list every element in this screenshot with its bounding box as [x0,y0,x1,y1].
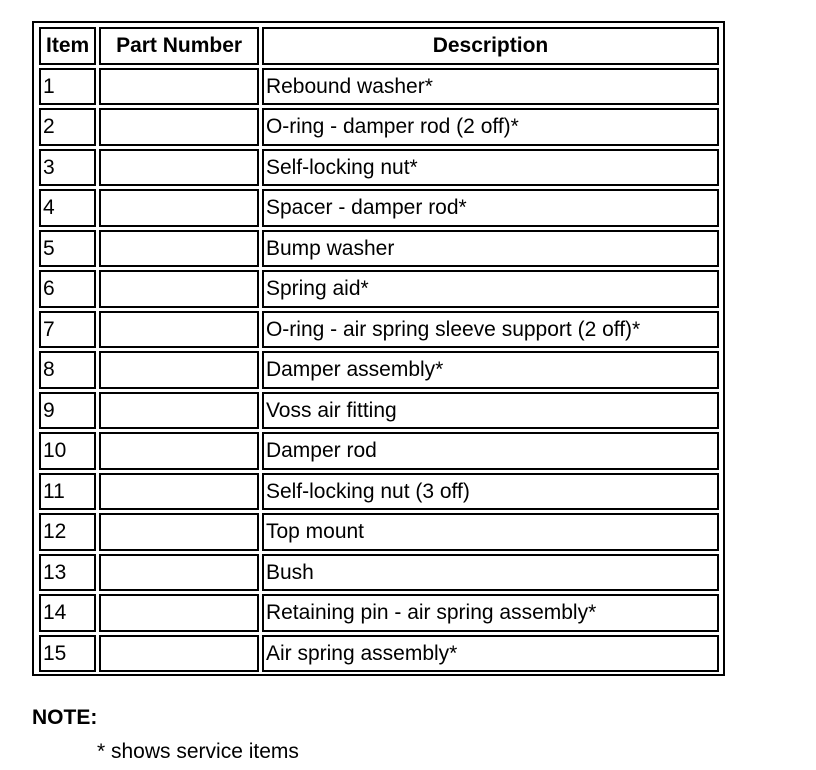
note-text: * shows service items [97,740,299,763]
cell-part-number [99,513,259,551]
cell-item: 6 [39,270,96,308]
cell-part-number [99,432,259,470]
cell-part-number [99,473,259,511]
cell-item: 7 [39,311,96,349]
cell-part-number [99,594,259,632]
cell-item: 14 [39,594,96,632]
cell-item: 5 [39,230,96,268]
cell-part-number [99,189,259,227]
cell-description: Spacer - damper rod* [262,189,719,227]
header-description: Description [262,27,719,65]
cell-part-number [99,108,259,146]
table-row [39,270,719,308]
table-row [39,351,719,389]
cell-item: 12 [39,513,96,551]
cell-description: Rebound washer* [262,68,719,106]
table-row [39,594,719,632]
cell-item: 8 [39,351,96,389]
cell-description: Top mount [262,513,719,551]
table-row [39,513,719,551]
cell-description: Damper rod [262,432,719,470]
parts-table [36,24,722,675]
table-row [39,149,719,187]
cell-item: 10 [39,432,96,470]
cell-part-number [99,230,259,268]
cell-item: 9 [39,392,96,430]
table-row [39,68,719,106]
table-row [39,230,719,268]
cell-part-number [99,554,259,592]
cell-description: Self-locking nut* [262,149,719,187]
table-header-row [39,27,719,65]
cell-item: 15 [39,635,96,673]
cell-description: Voss air fitting [262,392,719,430]
cell-description: Damper assembly* [262,351,719,389]
cell-description: Bump washer [262,230,719,268]
cell-item: 11 [39,473,96,511]
cell-item: 4 [39,189,96,227]
cell-description: O-ring - damper rod (2 off)* [262,108,719,146]
cell-description: Self-locking nut (3 off) [262,473,719,511]
cell-item: 13 [39,554,96,592]
note-title: NOTE: [32,706,98,729]
header-item: Item [39,27,96,65]
table-row [39,432,719,470]
cell-part-number [99,149,259,187]
cell-part-number [99,270,259,308]
cell-part-number [99,311,259,349]
cell-part-number [99,392,259,430]
cell-description: O-ring - air spring sleeve support (2 off)* [262,311,719,349]
cell-item: 3 [39,149,96,187]
cell-description: Bush [262,554,719,592]
table-row [39,108,719,146]
cell-part-number [99,351,259,389]
table-row [39,392,719,430]
cell-description: Air spring assembly* [262,635,719,673]
table-row [39,189,719,227]
cell-description: Retaining pin - air spring assembly* [262,594,719,632]
cell-part-number [99,68,259,106]
table-row [39,311,719,349]
cell-item: 1 [39,68,96,106]
table-row [39,635,719,673]
cell-part-number [99,635,259,673]
cell-description: Spring aid* [262,270,719,308]
table-row [39,473,719,511]
cell-item: 2 [39,108,96,146]
header-part-number: Part Number [99,27,259,65]
table-row [39,554,719,592]
